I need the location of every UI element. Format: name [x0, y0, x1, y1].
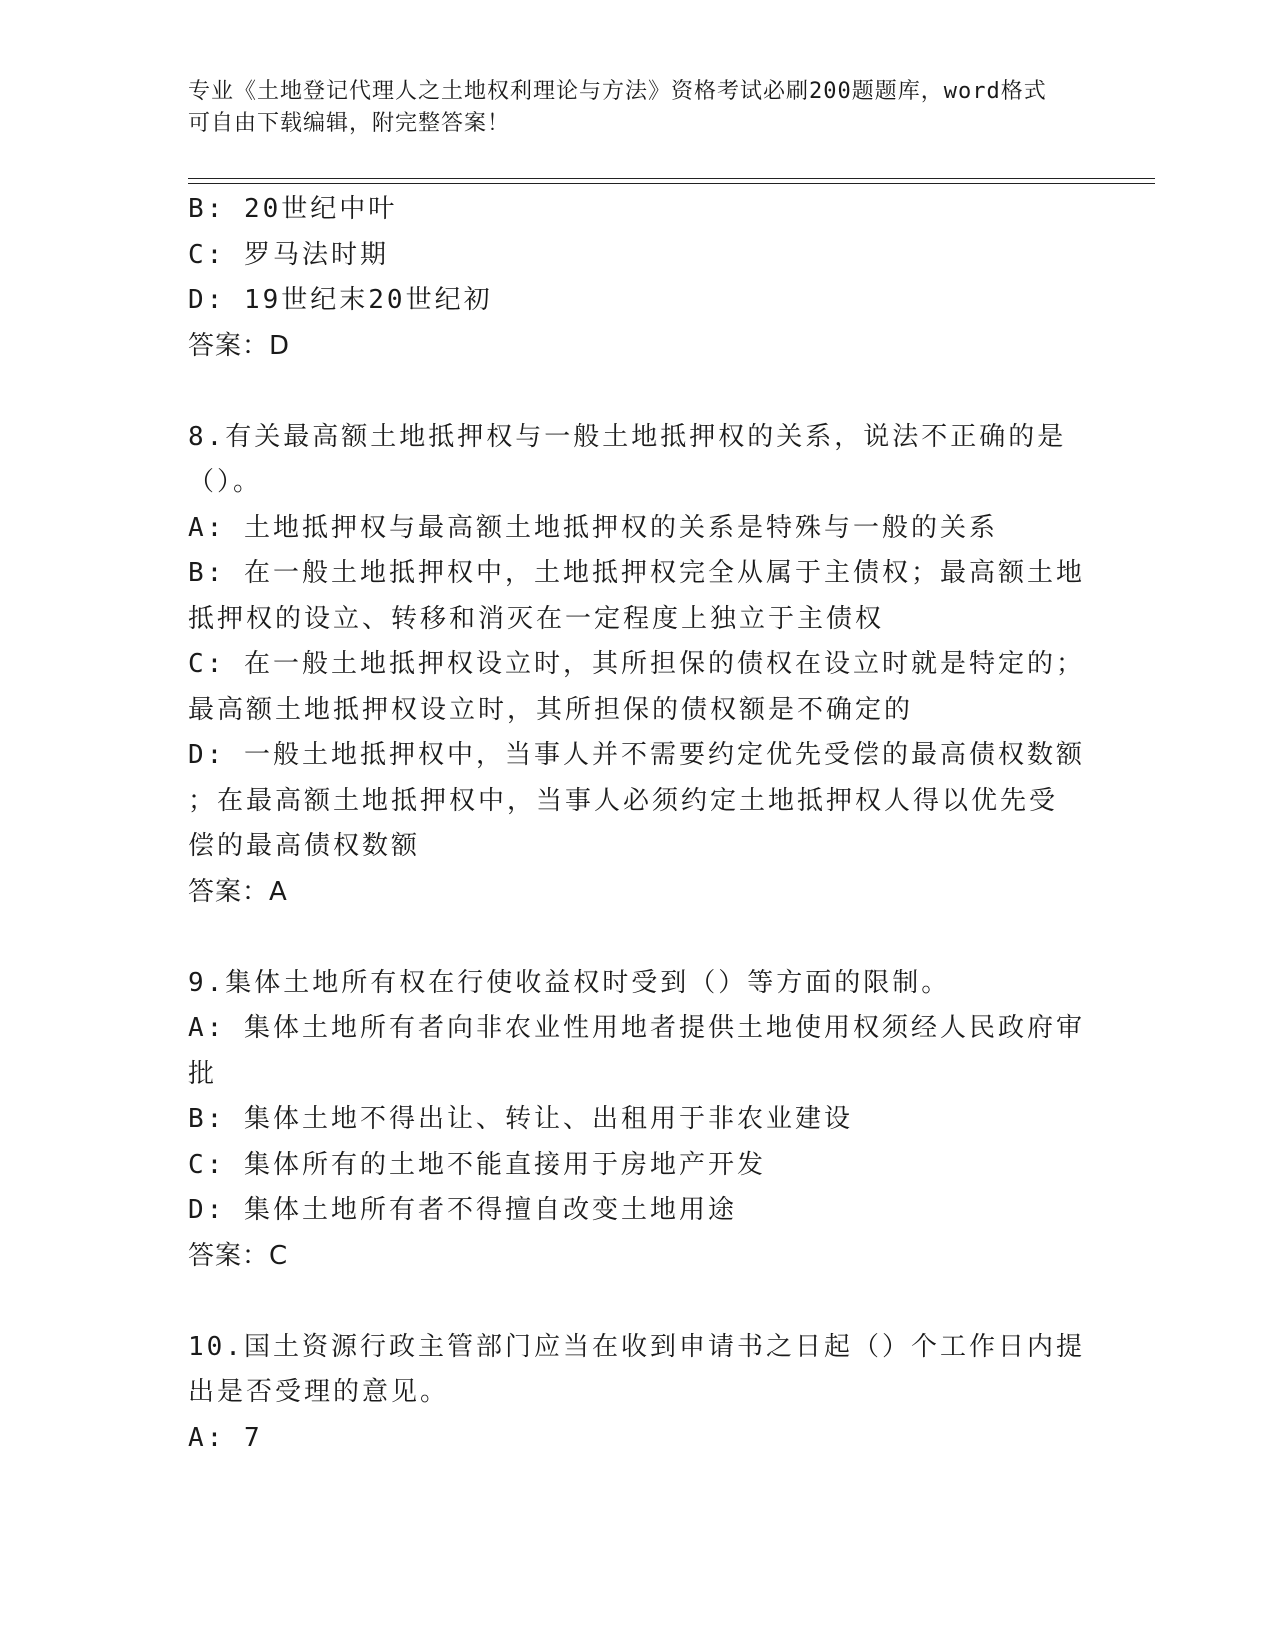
option-c: C: 在一般土地抵押权设立时，其所担保的债权在设立时就是特定的； — [188, 649, 1085, 679]
option-d-continued: ；在最高额土地抵押权中，当事人必须约定土地抵押权人得以优先受 — [188, 785, 1059, 816]
option-d: D: 集体土地所有者不得擅自改变土地用途 — [188, 1195, 737, 1225]
option-a: A: 土地抵押权与最高额土地抵押权的关系是特殊与一般的关系 — [188, 512, 998, 543]
option-c: C: 罗马法时期 — [188, 239, 389, 270]
option-a-continued: 批 — [188, 1058, 218, 1089]
question-9 — [188, 961, 1088, 1280]
question-10 — [188, 1325, 1088, 1462]
option-c: C: 集体所有的土地不能直接用于房地产开发 — [188, 1149, 766, 1180]
question-list — [188, 187, 1088, 1461]
option-b: B: 20世纪中叶 — [188, 194, 398, 224]
option-d: D: 一般土地抵押权中，当事人并不需要约定优先受偿的最高债权数额 — [188, 740, 1085, 770]
question-stem: 10.国土资源行政主管部门应当在收到申请书之日起（）个工作日内提 — [188, 1331, 1085, 1362]
question-7-continued — [188, 187, 1088, 369]
option-d-continued: 偿的最高债权数额 — [188, 831, 421, 861]
option-b-continued: 抵押权的设立、转移和消灭在一定程度上独立于主债权 — [188, 603, 885, 634]
header-divider-top — [188, 178, 1155, 179]
option-a: A: 7 — [188, 1422, 263, 1453]
spacer — [188, 915, 1088, 961]
spacer — [188, 369, 1088, 415]
question-stem: 8.有关最高额土地抵押权与一般土地抵押权的关系，说法不正确的是 — [188, 421, 1067, 452]
question-8 — [188, 415, 1088, 916]
answer-line: 答案：A — [188, 876, 288, 907]
question-stem: 出是否受理的意见。 — [188, 1377, 450, 1407]
option-b: B: 在一般土地抵押权中，土地抵押权完全从属于主债权；最高额土地 — [188, 558, 1085, 588]
option-b: B: 集体土地不得出让、转让、出租用于非农业建设 — [188, 1104, 853, 1134]
document-header: 专业《土地登记代理人之土地权利理论与方法》资格考试必刷200题题库，word格式可自由下载编辑，附完整答案！ — [188, 79, 1047, 136]
answer-line: 答案：D — [188, 330, 291, 361]
spacer — [188, 1279, 1088, 1325]
question-stem: （）。 — [188, 467, 263, 497]
option-c-continued: 最高额土地抵押权设立时，其所担保的债权额是不确定的 — [188, 694, 914, 725]
header-divider-bottom — [188, 183, 1155, 184]
option-d: D: 19世纪末20世纪初 — [188, 285, 493, 315]
question-stem: 9.集体土地所有权在行使收益权时受到（）等方面的限制。 — [188, 967, 951, 998]
option-a: A: 集体土地所有者向非农业性用地者提供土地使用权须经人民政府审 — [188, 1013, 1085, 1043]
answer-line: 答案：C — [188, 1240, 289, 1271]
